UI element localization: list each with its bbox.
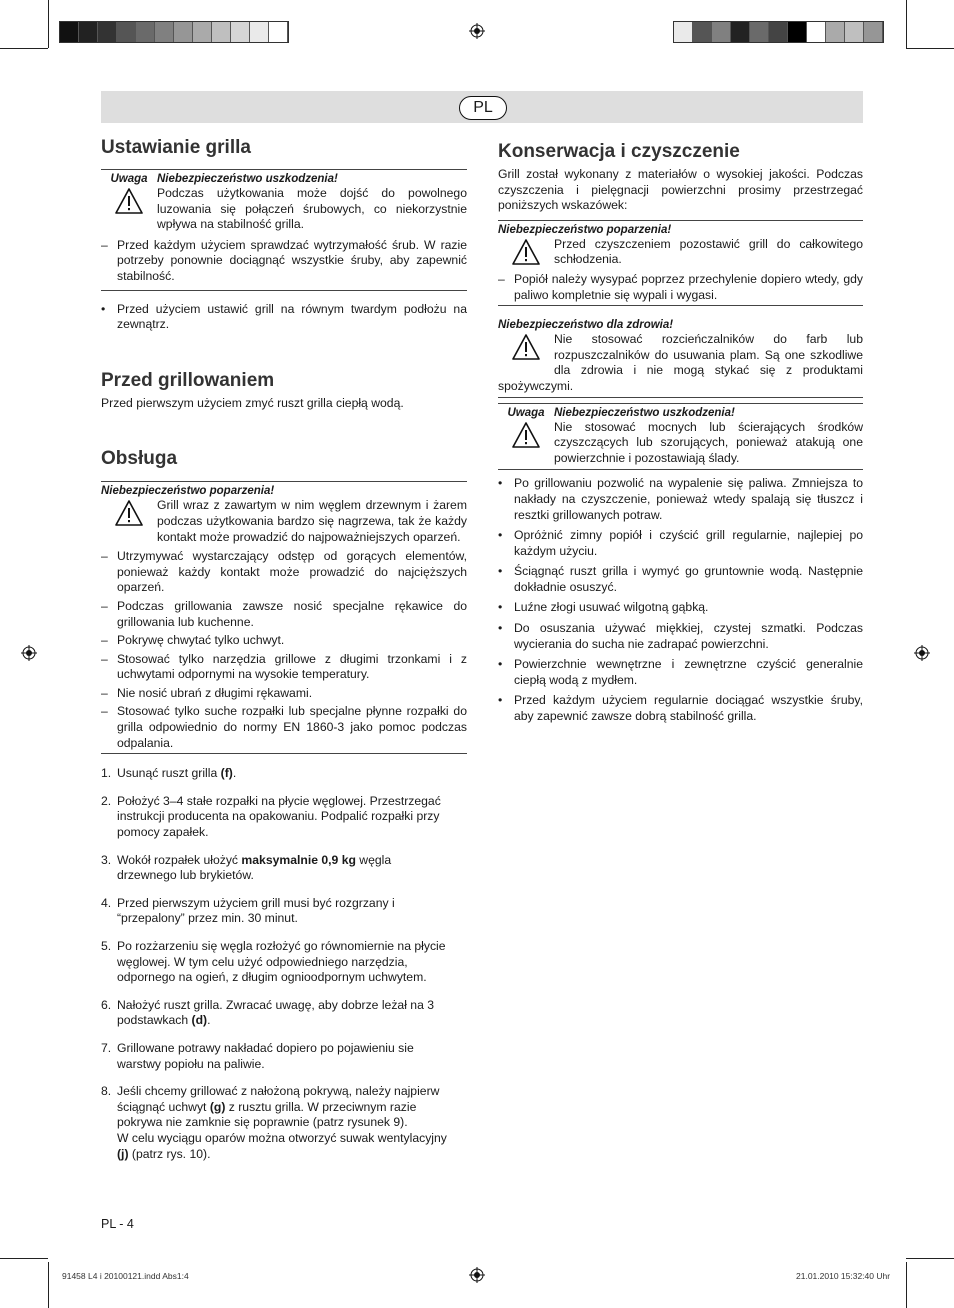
warning-text: Nie stosować rozcieńczalników do farb lub rozpuszczalników do usuwania plam. Są one szkodliwe dla zdrowia i nie mogą stykać się z produktami spożywczymi. [498, 332, 863, 393]
warning-icon [101, 186, 157, 220]
step-item: 5. Po rozżarzeniu się węgla rozłożyć go równomiernie na płycie węglowej. W tym celu użyć odpowiedniego narzędzia, odpornego na ogień, z długim ognioodpornym uchwytem. [101, 939, 446, 985]
section-title-maintenance: Konserwacja i czyszczenie [498, 141, 740, 162]
warning-text: Przed czyszczeniem pozostawić grill do całkowitego schłodzenia. [554, 236, 863, 267]
warning-icon [101, 498, 157, 532]
warning-text: Podczas użytkowania może dojść do powolnego luzowania się połączeń śrubowych, co niekorzystnie wpływa na stabilność grilla. [157, 186, 467, 232]
color-bar-right [673, 21, 884, 43]
list-item: – Przed każdym użyciem sprawdzać wytrzymałość śrub. W razie potrzeby ponownie dociągnąć wszystkie śruby, aby zapewnić stabilność. [101, 237, 467, 283]
crop-mark [48, 0, 49, 48]
list-item: – Utrzymywać wystarczający odstęp od gorących elementów, ponieważ każdy kontakt może prowadzić do najcięższych oparzeń. [101, 549, 467, 595]
list-item: • Przed użyciem ustawić grill na równym twardym podłożu na zewnątrz. [101, 301, 467, 332]
page-number: PL - 4 [101, 1217, 134, 1231]
list-item: – Podczas grillowania zawsze nosić specjalne rękawice do grillowania lub kuchenne. [101, 598, 467, 629]
list-item: • Ściągnąć ruszt grilla i wymyć go gruntownie wodą. Następnie dokładnie osuszyć. [498, 564, 863, 594]
warning-icon [498, 332, 554, 366]
list-item: • Do osuszania używać miękkiej, czystej szmatki. Podczas wycierania do sucha nie zadrapać powierzchni. [498, 621, 863, 651]
left-column [101, 137, 467, 1162]
crop-mark [48, 1262, 49, 1308]
paragraph: Przed pierwszym użyciem zmyć ruszt grilla ciepłą wodą. [101, 395, 404, 410]
list-item: – Stosować tylko suche rozpałki lub specjalne płynne rozpałki do grilla odpowiednio do normy EN 1860-3 jako pomoc podczas odpalania. [101, 704, 467, 750]
right-column [498, 141, 863, 725]
language-badge: PL [459, 96, 507, 120]
slug-date: 21.01.2010 15:32:40 Uhr [796, 1271, 891, 1281]
list-item: • Po grillowaniu pozwolić na wypalenie się paliwa. Zmniejsza to nakłady na czyszczenie, ponieważ wtedy spalają się tłuszcz i resztki grillowanych potraw. [498, 476, 863, 522]
warning-icon [498, 420, 554, 454]
step-item: 1. Usunąć ruszt grilla (f). [101, 766, 237, 781]
warning-icon [498, 237, 554, 271]
list-item: • Opróżnić zimny popiół i czyścić grill regularnie, najlepiej po każdym użyciu. [498, 528, 863, 558]
registration-mark-icon [914, 645, 930, 661]
warning-header: Niebezpieczeństwo dla zdrowia! [498, 319, 674, 332]
registration-mark-icon [469, 23, 485, 39]
crop-mark [906, 1262, 907, 1308]
paragraph: Grill został wykonany z materiałów o wysokiej jakości. Podczas czyszczenia i pielęgnacji powierzchni prosimy przestrzegać poniższych wskazówek: [498, 167, 863, 213]
list-item: – Popiół należy wysypać poprzez przechylenie dopiero wtedy, gdy paliwo kompletnie się wypali i wygasi. [498, 271, 863, 302]
slug-filename: 91458 L4 i 20100121.indd Abs1:4 [62, 1271, 189, 1281]
step-item: 8. Jeśli chcemy grillować z nałożoną pokrywą, należy najpierw ściągnąć uchwyt (g) z rusztu grilla. W przeciwnym razie pokrywa nie zamknie się poprawnie (patrz rysunek 9). W celu wyciągu oparów można otworzyć suwak wentylacyjny (j) (patrz rys. 10). [101, 1084, 447, 1161]
step-item: 6. Nałożyć ruszt grilla. Zwracać uwagę, aby dobrze leżał na 3 podstawkach (d). [101, 997, 435, 1028]
list-item: – Nie nosić ubrań z długimi rękawami. [101, 685, 313, 700]
section-title-setup: Ustawianie grilla [101, 137, 251, 158]
crop-mark [906, 0, 907, 48]
list-item: • Przed każdym użyciem regularnie dociągać wszystkie śruby, aby zapewnić zawsze dobrą stabilność grilla. [498, 693, 863, 724]
warning-text: Nie stosować mocnych lub ścierających środków czyszczących lub szorujących, ponieważ atakują one powierzchnie i pozostawiają ślady. [554, 419, 863, 465]
registration-mark-icon [469, 1267, 485, 1283]
step-item: 2. Położyć 3–4 stałe rozpałki na płycie węglowej. Przestrzegać instrukcji producenta na opakowaniu. Podpalić rozpałki przy pomocy zapałek. [101, 793, 441, 840]
warning-header: Niebezpieczeństwo poparzenia! [101, 485, 275, 498]
warning-text: Grill wraz z zawartym w nim węglem drzewnym i żarem podczas użytkowania bardzo się nagrzewa, tak że każdy kontakt może prowadzić do najpoważniejszych oparzeń. [157, 498, 467, 544]
section-title-before-grilling: Przed grillowaniem [101, 369, 275, 391]
warning-header: Niebezpieczeństwo poparzenia! [498, 223, 672, 236]
crop-mark [0, 48, 48, 49]
list-item: • Powierzchnie wewnętrzne i zewnętrzne czyścić generalnie ciepłą wodą z mydłem. [498, 657, 863, 687]
list-item: – Stosować tylko narzędzia grillowe z długimi trzonkami i z uchwytami odpornymi na wysokie temperatury. [101, 651, 467, 682]
crop-mark [0, 1258, 48, 1259]
crop-mark [906, 1258, 954, 1259]
step-item: 4. Przed pierwszym użyciem grill musi być rozgrzany i “przepalony” przez min. 30 minut. [101, 895, 395, 926]
warning-header: Uwaga Niebezpieczeństwo uszkodzenia! [507, 406, 735, 419]
registration-mark-icon [21, 645, 37, 661]
color-bar-left [59, 21, 289, 43]
list-item: • Luźne złogi usuwać wilgotną gąbką. [498, 600, 709, 615]
crop-mark [906, 48, 954, 49]
step-item: 3. Wokół rozpałek ułożyć maksymalnie 0,9 kg węgla drzewnego lub brykietów. [101, 852, 392, 883]
step-item: 7. Grillowane potrawy nakładać dopiero po pojawieniu sie warstwy popiołu na paliwie. [101, 1040, 414, 1071]
warning-header: Uwaga Niebezpieczeństwo uszkodzenia! [110, 173, 338, 185]
section-title-operation: Obsługa [101, 448, 178, 470]
list-item: – Pokrywę chwytać tylko uchwyt. [101, 633, 285, 648]
